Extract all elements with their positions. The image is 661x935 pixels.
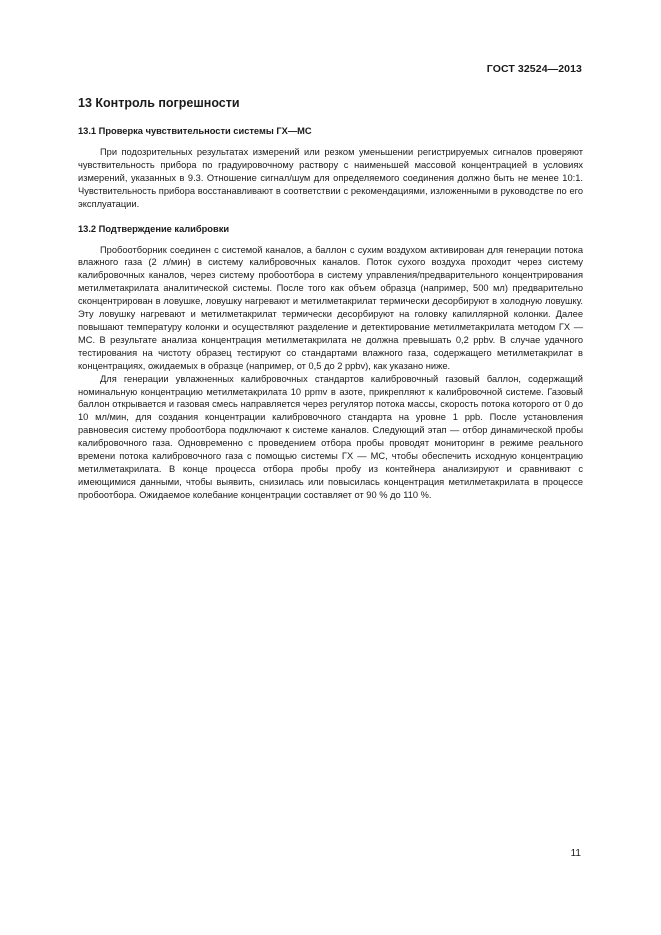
paragraph: Пробоотборник соединен с системой каналов, а баллон с сухим воздухом активирован для генерации потока влажного газа (2 л/мин) в систему калибровочных каналов. Поток сухого воздуха проходит через систему калибровочных каналов, через систему пробоотбора в систему управления/предварительного концентрирования метилметакрилата аналитической системы. После того как объем образца (например, 500 мл) предварительно сконцентрирован в ловушке, ловушку нагревают и метилметакрилат термически десорбируют в холодную ловушку. Эту ловушку нагревают и метилметакрилат термически десорбируют на головку капиллярной колонки. Далее повышают температуру колонки и осуществляют разделение и детектирование метилметакрилата методом ГХ — МС. В результате анализа концентрация метилметакрилата не должна превышать 0,2 ppbv. В случае удачного тестирования на чистоту образец тестируют со стандартами влажного газа, содержащего метилметакрилат в концентрациях, ожидаемых в образце (например, от 0,5 до 2 ppbv), как указано ниже. (78, 244, 583, 371)
document-body (78, 95, 583, 514)
standard-code-header: ГОСТ 32524—2013 (486, 63, 582, 75)
paragraph: При подозрительных результатах измерений или резком уменьшении регистрируемых сигналов проверяют чувствительность прибора по градуировочному раствору с наименьшей массовой концентрацией в условиях измерений, указанных в 9.3. Отношение сигнал/шум для определяемого соединения должно быть не менее 10:1. Чувствительность прибора восстанавливают в соответствии с рекомендациями, изложенными в руководстве по его эксплуатации. (78, 147, 583, 209)
section-title: 13 Контроль погрешности (78, 96, 240, 110)
subsection-13-1 (78, 125, 583, 211)
paragraph: Для генерации увлажненных калибровочных стандартов калибровочный газовый баллон, содержащий номинальную концентрацию метилметакрилата 10 ppmv в азоте, прикрепляют к калибровочной системе. Газовый баллон открывается и газовая смесь направляется через регулятор потока массы, скорость потока которого от 0 до 10 мл/мин, для создания концентрации калибровочного стандарта на уровне 1 ppb. После установления равновесия систему пробоотбора подключают к системе каналов. Следующий этап — отбор динамической пробы калибровочного газа. Одновременно с проведением отбора пробы проводят мониторинг в режиме реального времени потока калибровочного газа с помощью системы ГХ — МС, чтобы обеспечить исходную концентрацию метилметакрилата. В конце процесса отбора пробы пробу из контейнера анализируют и сравнивают с имеющимися данными, чтобы выявить, снизилась или повысилась концентрация метилметакрилата в процессе пробоотбора. Ожидаемое колебание концентрации составляет от 90 % до 110 %. (78, 373, 583, 500)
subsection-title: 13.2 Подтверждение калибровки (78, 223, 230, 234)
page-number: 11 (570, 848, 581, 859)
subsection-title: 13.1 Проверка чувствительности системы ГХ—МС (78, 126, 312, 136)
subsection-13-2 (78, 223, 583, 502)
